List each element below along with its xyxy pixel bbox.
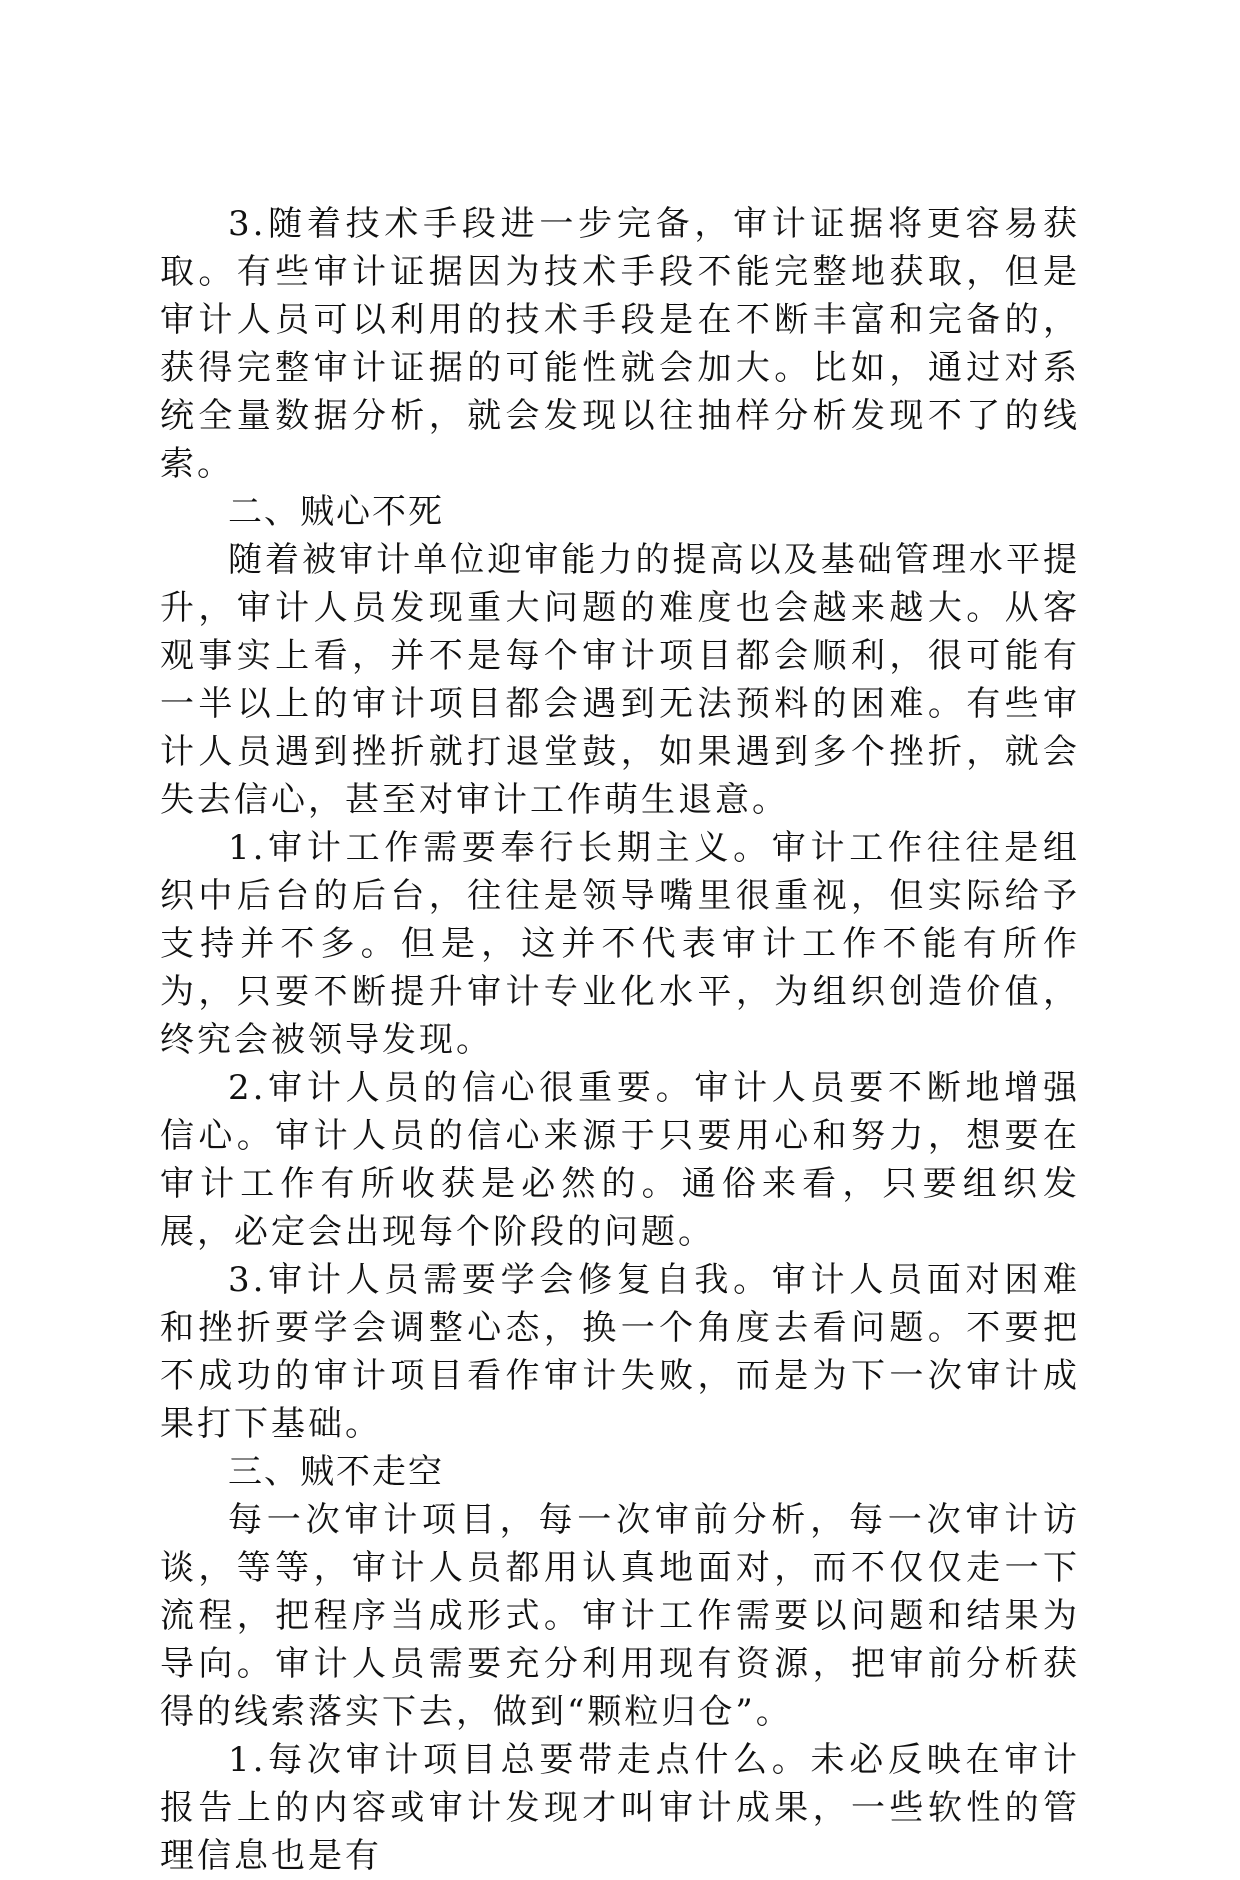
paragraph-take-something: 1.每次审计项目总要带走点什么。未必反映在审计报告上的内容或审计发现才叫审计成果，一些软性的管理信息也是有	[160, 1740, 1080, 1876]
section-heading-3: 三、贼不走空	[228, 1452, 444, 1492]
paragraph-section-3-intro: 每一次审计项目，每一次审前分析，每一次审计访谈，等等，审计人员都用认真地面对，而不仅仅走一下流程，把程序当成形式。审计工作需要以问题和结果为导向。审计人员需要充分利用现有资源，把审前分析获得的线索落实下去，做到“颗粒归仓”。	[160, 1500, 1080, 1732]
section-heading-2: 二、贼心不死	[228, 492, 444, 532]
paragraph-self-repair: 3.审计人员需要学会修复自我。审计人员面对困难和挫折要学会调整心态，换一个角度去看问题。不要把不成功的审计项目看作审计失败，而是为下一次审计成果打下基础。	[160, 1260, 1080, 1444]
paragraph-confidence: 2.审计人员的信心很重要。审计人员要不断地增强信心。审计人员的信心来源于只要用心和努力，想要在审计工作有所收获是必然的。通俗来看，只要组织发展，必定会出现每个阶段的问题。	[160, 1068, 1080, 1252]
paragraph-section-2-intro: 随着被审计单位迎审能力的提高以及基础管理水平提升，审计人员发现重大问题的难度也会越来越大。从客观事实上看，并不是每个审计项目都会顺利，很可能有一半以上的审计项目都会遇到无法预料的困难。有些审计人员遇到挫折就打退堂鼓，如果遇到多个挫折，就会失去信心，甚至对审计工作萌生退意。	[160, 540, 1080, 820]
paragraph-evidence-acquisition: 3.随着技术手段进一步完备，审计证据将更容易获取。有些审计证据因为技术手段不能完整地获取，但是审计人员可以利用的技术手段是在不断丰富和完备的，获得完整审计证据的可能性就会加大。比如，通过对系统全量数据分析，就会发现以往抽样分析发现不了的线索。	[160, 204, 1080, 484]
document-body	[160, 200, 1080, 1880]
paragraph-long-termism: 1.审计工作需要奉行长期主义。审计工作往往是组织中后台的后台，往往是领导嘴里很重视，但实际给予支持并不多。但是，这并不代表审计工作不能有所作为，只要不断提升审计专业化水平，为组织创造价值，终究会被领导发现。	[160, 828, 1080, 1060]
